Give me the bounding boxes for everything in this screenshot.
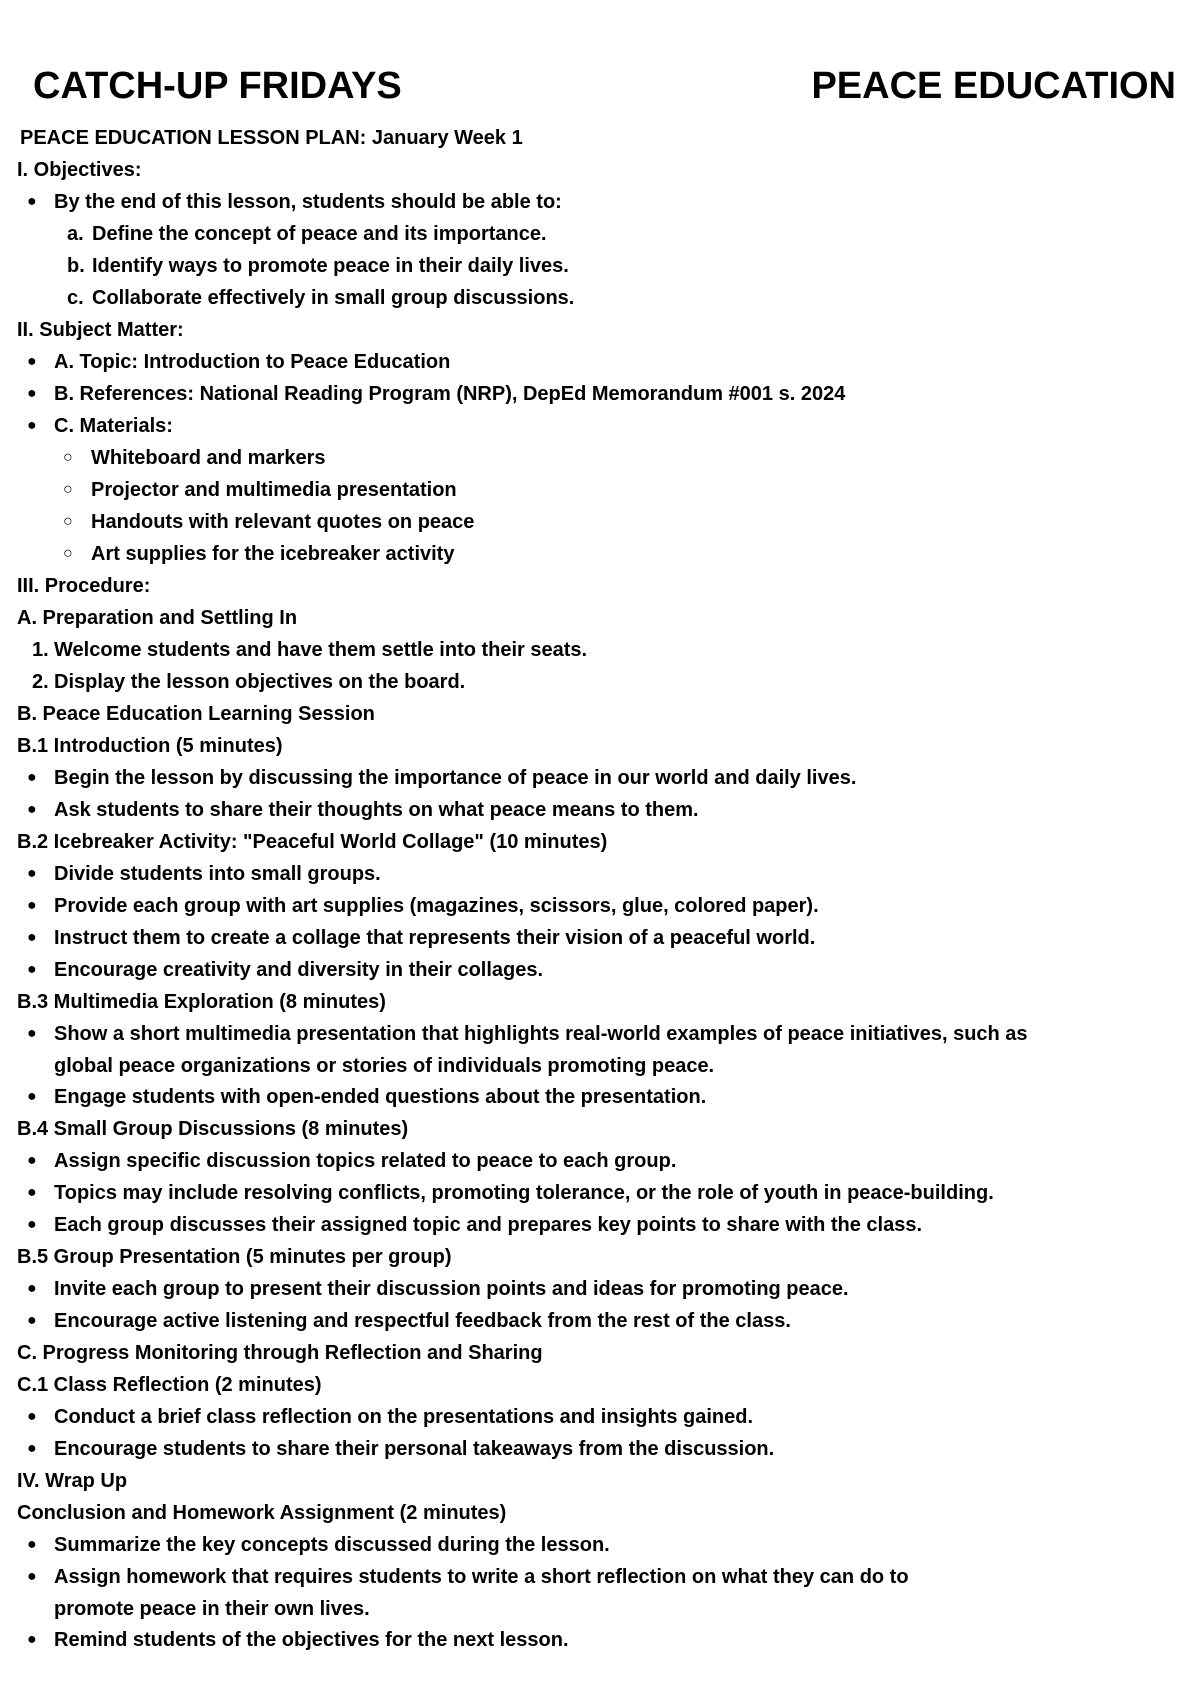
bullet-item [0, 1401, 1200, 1433]
list-marker: c. [67, 287, 84, 309]
line-text: Ask students to share their thoughts on what peace means to them. [54, 799, 699, 821]
section-heading [0, 570, 1200, 602]
line-text: Begin the lesson by discussing the importance of peace in our world and daily lives. [54, 767, 857, 789]
bullet-item [0, 1305, 1200, 1337]
line-text: global peace organizations or stories of individuals promoting peace. [54, 1055, 715, 1077]
line-text: A. Preparation and Settling In [17, 607, 298, 629]
line-text: Encourage creativity and diversity in their collages. [54, 959, 544, 981]
section-heading [0, 602, 1200, 634]
line-text: B.1 Introduction (5 minutes) [17, 735, 283, 757]
lettered-item [0, 218, 1200, 250]
hollow-bullet-icon: ○ [63, 545, 73, 562]
section-heading [0, 826, 1200, 858]
bullet-icon: ● [27, 417, 37, 434]
line-text: Conduct a brief class reflection on the presentations and insights gained. [54, 1406, 754, 1428]
line-text: Define the concept of peace and its importance. [92, 223, 547, 245]
line-text: Provide each group with art supplies (magazines, scissors, glue, colored paper). [54, 895, 819, 917]
line-text: By the end of this lesson, students should be able to: [54, 191, 562, 213]
line-text: Welcome students and have them settle into their seats. [54, 639, 588, 661]
line-text: Assign specific discussion topics related to peace to each group. [54, 1150, 677, 1172]
line-text: Encourage students to share their personal takeaways from the discussion. [54, 1438, 775, 1460]
bullet-icon: ● [27, 1312, 37, 1329]
line-text: Topics may include resolving conflicts, promoting tolerance, or the role of youth in peace-building. [54, 1182, 994, 1204]
line-text: I. Objectives: [17, 159, 142, 181]
bullet-icon: ● [27, 1536, 37, 1553]
bullet-continuation [0, 1050, 1200, 1081]
bullet-icon: ● [27, 1280, 37, 1297]
list-marker: 1. [32, 639, 49, 661]
bullet-item [0, 954, 1200, 986]
line-text: B. References: National Reading Program (NRP), DepEd Memorandum #001 s. 2024 [54, 383, 846, 405]
sub-bullet-item [0, 538, 1200, 570]
bullet-item [0, 1081, 1200, 1113]
bullet-item [0, 1273, 1200, 1305]
section-heading [0, 1369, 1200, 1401]
line-text: B.4 Small Group Discussions (8 minutes) [17, 1118, 409, 1140]
bullet-item [0, 1209, 1200, 1241]
sub-bullet-item [0, 442, 1200, 474]
section-heading [0, 1497, 1200, 1529]
bullet-icon: ● [27, 1568, 37, 1585]
bullet-icon: ● [27, 897, 37, 914]
bullet-item [0, 410, 1200, 442]
bullet-icon: ● [27, 1025, 37, 1042]
bullet-icon: ● [27, 961, 37, 978]
bullet-icon: ● [27, 1631, 37, 1648]
bullet-item [0, 1433, 1200, 1465]
line-text: Each group discusses their assigned topic and prepares key points to share with the class. [54, 1214, 923, 1236]
line-text: Art supplies for the icebreaker activity [91, 543, 455, 565]
line-text: Show a short multimedia presentation that highlights real-world examples of peace initiatives, such as [54, 1023, 1028, 1045]
bullet-item [0, 1145, 1200, 1177]
line-text: Collaborate effectively in small group discussions. [92, 287, 575, 309]
sub-bullet-item [0, 506, 1200, 538]
line-text: A. Topic: Introduction to Peace Education [54, 351, 451, 373]
bullet-continuation [0, 1593, 1200, 1624]
hollow-bullet-icon: ○ [63, 481, 73, 498]
hollow-bullet-icon: ○ [63, 449, 73, 466]
line-text: Engage students with open-ended questions about the presentation. [54, 1086, 707, 1108]
bullet-icon: ● [27, 353, 37, 370]
bullet-item [0, 1177, 1200, 1209]
line-text: Remind students of the objectives for the next lesson. [54, 1629, 569, 1651]
line-text: B.3 Multimedia Exploration (8 minutes) [17, 991, 386, 1013]
section-heading [0, 1337, 1200, 1369]
bullet-icon: ● [27, 1184, 37, 1201]
bullet-icon: ● [27, 1216, 37, 1233]
line-text: Whiteboard and markers [91, 447, 326, 469]
line-text: B. Peace Education Learning Session [17, 703, 375, 725]
bullet-icon: ● [27, 865, 37, 882]
lesson-content [0, 122, 1200, 1656]
bullet-item [0, 922, 1200, 954]
bullet-item [0, 1018, 1200, 1050]
line-text: C. Progress Monitoring through Reflection and Sharing [17, 1342, 543, 1364]
bullet-item [0, 890, 1200, 922]
bullet-icon: ● [27, 1408, 37, 1425]
line-text: Invite each group to present their discussion points and ideas for promoting peace. [54, 1278, 849, 1300]
numbered-item [0, 666, 1200, 698]
line-text: Instruct them to create a collage that represents their vision of a peaceful world. [54, 927, 816, 949]
list-marker: b. [67, 255, 85, 277]
line-text: promote peace in their own lives. [54, 1598, 370, 1620]
section-heading [0, 122, 1200, 154]
line-text: B.5 Group Presentation (5 minutes per group) [17, 1246, 452, 1268]
bullet-item [0, 1561, 1200, 1593]
bullet-icon: ● [27, 1088, 37, 1105]
section-heading [0, 1113, 1200, 1145]
list-marker: a. [67, 223, 84, 245]
bullet-item [0, 1529, 1200, 1561]
bullet-item [0, 794, 1200, 826]
line-text: Assign homework that requires students to write a short reflection on what they can do to [54, 1566, 909, 1588]
bullet-icon: ● [27, 801, 37, 818]
line-text: Display the lesson objectives on the board. [54, 671, 466, 693]
line-text: B.2 Icebreaker Activity: "Peaceful World Collage" (10 minutes) [17, 831, 608, 853]
section-heading [0, 730, 1200, 762]
section-heading [0, 698, 1200, 730]
list-marker: 2. [32, 671, 49, 693]
bullet-icon: ● [27, 929, 37, 946]
bullet-item [0, 346, 1200, 378]
bullet-icon: ● [27, 769, 37, 786]
numbered-item [0, 634, 1200, 666]
section-heading [0, 986, 1200, 1018]
line-text: Encourage active listening and respectful feedback from the rest of the class. [54, 1310, 791, 1332]
bullet-item [0, 1624, 1200, 1656]
lettered-item [0, 250, 1200, 282]
bullet-item [0, 378, 1200, 410]
bullet-item [0, 858, 1200, 890]
line-text: PEACE EDUCATION LESSON PLAN: January Week 1 [20, 127, 523, 149]
line-text: Identify ways to promote peace in their daily lives. [92, 255, 569, 277]
line-text: Projector and multimedia presentation [91, 479, 457, 501]
bullet-item [0, 762, 1200, 794]
hollow-bullet-icon: ○ [63, 513, 73, 530]
line-text: C.1 Class Reflection (2 minutes) [17, 1374, 322, 1396]
bullet-icon: ● [27, 1152, 37, 1169]
line-text: III. Procedure: [17, 575, 151, 597]
program-title: CATCH-UP FRIDAYS [33, 65, 402, 107]
line-text: IV. Wrap Up [17, 1470, 128, 1492]
section-heading [0, 1465, 1200, 1497]
sub-bullet-item [0, 474, 1200, 506]
line-text: II. Subject Matter: [17, 319, 184, 341]
line-text: Conclusion and Homework Assignment (2 minutes) [17, 1502, 507, 1524]
section-heading [0, 314, 1200, 346]
section-heading [0, 154, 1200, 186]
bullet-icon: ● [27, 1440, 37, 1457]
section-heading [0, 1241, 1200, 1273]
line-text: Divide students into small groups. [54, 863, 381, 885]
line-text: C. Materials: [54, 415, 173, 437]
line-text: Handouts with relevant quotes on peace [91, 511, 475, 533]
bullet-icon: ● [27, 385, 37, 402]
subject-title: PEACE EDUCATION [811, 65, 1176, 107]
lettered-item [0, 282, 1200, 314]
bullet-icon: ● [27, 193, 37, 210]
line-text: Summarize the key concepts discussed during the lesson. [54, 1534, 610, 1556]
bullet-item [0, 186, 1200, 218]
